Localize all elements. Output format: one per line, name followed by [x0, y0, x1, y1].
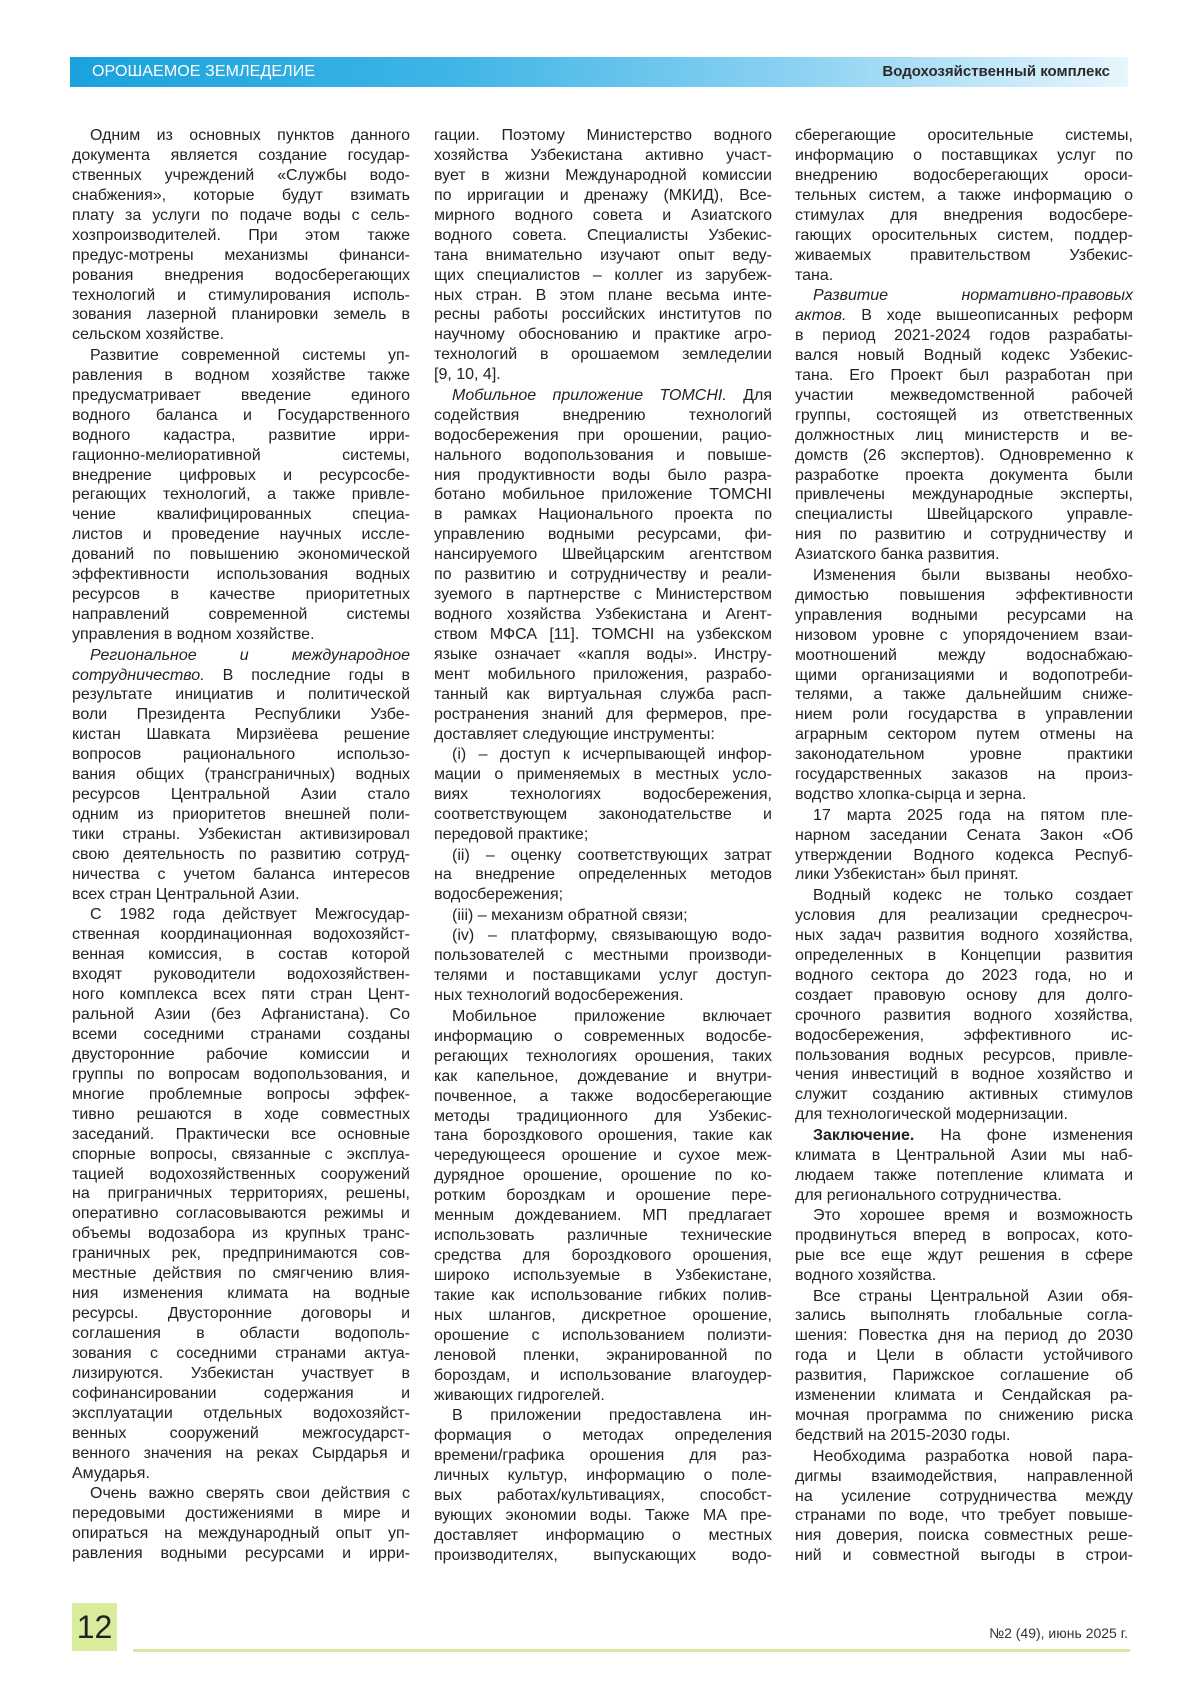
text-line: воли Президента Республики Узбе-: [72, 705, 410, 725]
text-line: предусматривает введение единого: [72, 386, 410, 406]
text-line: на приграничных территориях, решены,: [72, 1184, 410, 1204]
text-line: климата в Центральной Азии мы наб-: [795, 1146, 1133, 1166]
text-line: разработке проекта документа были: [795, 466, 1133, 486]
text-line: передовой практике;: [434, 825, 772, 845]
text-line: дигмы взаимодействия, направленной: [795, 1467, 1133, 1487]
text-line: В приложении предоставлена ин-: [434, 1406, 772, 1426]
text-line: информацию о поставщиках услуг по: [795, 146, 1133, 166]
text-line: низовом уровне с упорядочением взаи-: [795, 626, 1133, 646]
text-line: создает правовую основу для долго-: [795, 986, 1133, 1006]
text-line: граничных рек, предпринимаются сов-: [72, 1244, 410, 1264]
subheading-run: Развитие нормативно-правовых: [813, 287, 1133, 304]
text-line: для технологической модернизации.: [795, 1105, 1133, 1125]
text-line: по ирригации и дренажу (МКИД), Все-: [434, 186, 772, 206]
paragraph: [72, 646, 410, 905]
text-line: Азиатского банка развития.: [795, 545, 1133, 565]
text-line: должностных лиц министерств и ве-: [795, 426, 1133, 446]
text-line: сберегающие оросительные системы,: [795, 126, 1133, 146]
text-line: использовать различные технические: [434, 1226, 772, 1246]
text-line: тана. Его Проект был разработан при: [795, 366, 1133, 386]
text-line: средства для бороздкового орошения,: [434, 1246, 772, 1266]
paragraph: [434, 926, 772, 1006]
text-line: ных стран. В этом плане весьма инте-: [434, 286, 772, 306]
text-line: объемы водозабора из крупных транс-: [72, 1224, 410, 1244]
text-line: методы традиционного для Узбекис-: [434, 1107, 772, 1127]
text-line: вания общих (трансграничных) водных: [72, 765, 410, 785]
text-line: орошение с использованием полиэти-: [434, 1326, 772, 1346]
text-line: [72, 646, 410, 666]
text-line: ресны работы российских институтов по: [434, 305, 772, 325]
paragraph: [434, 1007, 772, 1406]
text-line: условия для реализации среднесроч-: [795, 906, 1133, 926]
text-line: рования внедрения водосберегающих: [72, 266, 410, 286]
text-line: водосбережения, эффективного ис-: [795, 1026, 1133, 1046]
text-line: водство хлопка-сырца и зерна.: [795, 785, 1133, 805]
subheading-run: актов.: [795, 307, 846, 324]
text-line: определенных в Концепции развития: [795, 946, 1133, 966]
text-line: служит созданию активных стимулов: [795, 1085, 1133, 1105]
text-line: в период 2021-2024 годов разрабаты-: [795, 326, 1133, 346]
text-line: государственных заказов на произ-: [795, 765, 1133, 785]
text-line: вующих экономии воды. Также МА пре-: [434, 1506, 772, 1526]
paragraph: [72, 346, 410, 645]
text-line: спорные вопросы, связанные с эксплуа-: [72, 1145, 410, 1165]
text-line: доставляет следующие инструменты:: [434, 725, 772, 745]
text-line: утверждении Водного кодекса Респуб-: [795, 846, 1133, 866]
text-line: привлечены международные эксперты,: [795, 485, 1133, 505]
text-line: [9, 10, 4].: [434, 365, 772, 385]
paragraph: [72, 905, 410, 1483]
text-line: пользования водных ресурсов, привле-: [795, 1046, 1133, 1066]
text-line: (iv) – платформу, связывающую водо-: [434, 926, 772, 946]
paragraph: [795, 886, 1133, 1125]
text-line: Развитие современной системы уп-: [72, 346, 410, 366]
text-line: домств (26 экспертов). Одновременно к: [795, 446, 1133, 466]
text-line: моотношений между водоснабжаю-: [795, 646, 1133, 666]
text-line: мент мобильного приложения, разрабо-: [434, 665, 772, 685]
text-line: эксплуатации отдельных водохозяйст-: [72, 1404, 410, 1424]
text-line: плату за услуги по подаче воды с сель-: [72, 206, 410, 226]
text-line: оперативно согласовываются режимы и: [72, 1204, 410, 1224]
text-line: кистан Шавката Мирзиёева решение: [72, 725, 410, 745]
journal-section-title: Водохозяйственный комплекс: [882, 63, 1110, 80]
text-line: снабжения», которые будут взимать: [72, 186, 410, 206]
text-line: мации о применяемых в местных усло-: [434, 765, 772, 785]
text-line: предус-мотрены механизмы финанси-: [72, 246, 410, 266]
text-line: зуемого в партнерстве с Министерством: [434, 585, 772, 605]
text-line: водного кадастра, развитие ирри-: [72, 426, 410, 446]
text-line: водного баланса и Государственного: [72, 406, 410, 426]
text-line: производителях, выпускающих водо-: [434, 1546, 772, 1566]
text-line: Амударья.: [72, 1464, 410, 1484]
text-line: в рамках Национального проекта по: [434, 505, 772, 525]
text-line: Заключение. На фоне изменения: [795, 1126, 1133, 1146]
text-line: многие проблемные вопросы эффек-: [72, 1085, 410, 1105]
text-line: научному обоснованию и практике агро-: [434, 325, 772, 345]
text-line: специалисты Швейцарского управле-: [795, 505, 1133, 525]
text-line: (iii) – механизм обратной связи;: [434, 906, 772, 926]
text-line: передовыми достижениями в мире и: [72, 1504, 410, 1524]
text-line: (i) – доступ к исчерпывающей инфор-: [434, 745, 772, 765]
text-line: щими организациями и водопотреби-: [795, 666, 1133, 686]
text-line: соответствующем законодательстве и: [434, 805, 772, 825]
text-line: водосбережения;: [434, 885, 772, 905]
text-line: на усиление сотрудничества между: [795, 1487, 1133, 1507]
text-line: эффективности использования водных: [72, 565, 410, 585]
text-line: всех стран Центральной Азии.: [72, 885, 410, 905]
paragraph: [434, 846, 772, 906]
text-line: внедрение цифровых и ресурсосбе-: [72, 466, 410, 486]
text-line: времени/графика орошения для раз-: [434, 1446, 772, 1466]
paragraph: [72, 126, 410, 345]
text-line: языке означает «капля воды». Инстру-: [434, 645, 772, 665]
text-line: зования с соседними странами актуа-: [72, 1344, 410, 1364]
text-line: хозпроизводителей. При этом также: [72, 226, 410, 246]
text-line: мирного водного совета и Азиатского: [434, 206, 772, 226]
text-line: дурядное орошение, орошение по ко-: [434, 1166, 772, 1186]
text-line: тельных систем, а также информацию о: [795, 186, 1133, 206]
text-line: гации. Поэтому Министерство водного: [434, 126, 772, 146]
text-line: хозяйства Узбекистана активно участ-: [434, 146, 772, 166]
text-line: опираться на международный опыт уп-: [72, 1524, 410, 1544]
paragraph: [795, 126, 1133, 286]
text-line: ного комплекса всех пяти стран Цент-: [72, 985, 410, 1005]
text-line: Одним из основных пунктов данного: [72, 126, 410, 146]
text-line: сотрудничество. В последние годы в: [72, 666, 410, 686]
text-line: ных технологий водосбережения.: [434, 986, 772, 1006]
section-header-band: [70, 57, 1128, 87]
text-line: людаем также потепление климата и: [795, 1166, 1133, 1186]
text-line: Необходима разработка новой пара-: [795, 1447, 1133, 1467]
text-line: 17 марта 2025 года на пятом пле-: [795, 806, 1133, 826]
text-line: димостью повышения эффективности: [795, 586, 1133, 606]
text-line: зались выполнять глобальные согла-: [795, 1306, 1133, 1326]
text-line: развития, Парижское соглашение об: [795, 1366, 1133, 1386]
text-line: свою деятельность по развитию сотруд-: [72, 845, 410, 865]
text-line: заседаний. Практически все основные: [72, 1125, 410, 1145]
paragraph: [795, 1126, 1133, 1206]
text-line: широко используемые в Узбекистане,: [434, 1266, 772, 1286]
text-line: тана бороздкового орошения, такие как: [434, 1126, 772, 1146]
paragraph: [434, 745, 772, 845]
text-line: ространения знаний для фермеров, пре-: [434, 705, 772, 725]
text-line: мочная программа по снижению риска: [795, 1406, 1133, 1426]
text-line: ботано мобильное приложение TOMCHI: [434, 485, 772, 505]
text-line: С 1982 года действует Межгосудар-: [72, 905, 410, 925]
paragraph: [434, 386, 772, 745]
text-line: Изменения были вызваны необхо-: [795, 566, 1133, 586]
text-line: ния по развитию и сотрудничеству и: [795, 525, 1133, 545]
text-line: менным дождеванием. МП предлагает: [434, 1206, 772, 1226]
text-line: водного хозяйства.: [795, 1266, 1133, 1286]
text-line: ничества с учетом баланса интересов: [72, 865, 410, 885]
text-line: информацию о современных водосбе-: [434, 1027, 772, 1047]
text-line: бороздам, и использование влагоудер-: [434, 1366, 772, 1386]
text-line: управления в водном хозяйстве.: [72, 625, 410, 645]
text-line: регающих технологиях орошения, таких: [434, 1047, 772, 1067]
text-line: тана.: [795, 266, 1133, 286]
text-line: года и Цели в области устойчивого: [795, 1346, 1133, 1366]
text-line: Мобильное приложение TOMCHI. Для: [434, 386, 772, 406]
text-line: участии межведомственной рабочей: [795, 386, 1133, 406]
text-line: ственная координационная водохозяйст-: [72, 925, 410, 945]
text-line: софинансировании содержания и: [72, 1384, 410, 1404]
text-line: как капельное, дождевание и внутри-: [434, 1067, 772, 1087]
text-line: ных задач развития водного хозяйства,: [795, 926, 1133, 946]
text-line: законодательном уровне практики: [795, 745, 1133, 765]
text-line: всеми соседними странами созданы: [72, 1025, 410, 1045]
subheading-run: Региональное и международное: [90, 647, 410, 664]
text-line: ресурсов Центральной Азии стало: [72, 785, 410, 805]
text-line: шения: Повестка дня на период до 2030: [795, 1326, 1133, 1346]
text-line: внедрению водосберегающих ороси-: [795, 166, 1133, 186]
text-line: листов и проведение научных иссле-: [72, 525, 410, 545]
text-line: группы по вопросам водопользования, и: [72, 1065, 410, 1085]
text-line: управления водными ресурсами на: [795, 606, 1133, 626]
text-line: гающих оросительных систем, поддер-: [795, 226, 1133, 246]
text-line: продвинуться вперед в вопросах, кото-: [795, 1226, 1133, 1246]
footer-divider: [133, 1649, 1130, 1652]
text-line: рые все еще ждут решения в сфере: [795, 1246, 1133, 1266]
text-line: тики страны. Узбекистан активизировал: [72, 825, 410, 845]
text-line: лики Узбекистан» был принят.: [795, 865, 1133, 885]
text-line: для регионального сотрудничества.: [795, 1186, 1133, 1206]
text-line: одним из приоритетов внешней поли-: [72, 805, 410, 825]
text-line: водного сектора до 2023 года, но и: [795, 966, 1133, 986]
text-line: стимулах для внедрения водосбере-: [795, 206, 1133, 226]
paragraph: [795, 1206, 1133, 1286]
text-line: венных сооружений межгосударст-: [72, 1424, 410, 1444]
text-line: телями и поставщиками услуг доступ-: [434, 966, 772, 986]
text-line: водного хозяйства Узбекистана и Агент-: [434, 605, 772, 625]
text-line: доставляет информацию о местных: [434, 1526, 772, 1546]
text-line: ресурсы. Двусторонние договоры и: [72, 1304, 410, 1324]
subheading-run: сотрудничество.: [72, 667, 205, 684]
text-line: ральной Азии (без Афганистана). Со: [72, 1005, 410, 1025]
text-line: чения инвестиций в водное хозяйство и: [795, 1065, 1133, 1085]
text-line: аграрным сектором путем отмены на: [795, 725, 1133, 745]
text-line: вых работах/культивациях, способст-: [434, 1486, 772, 1506]
text-line: ния доверия, поиска совместных реше-: [795, 1526, 1133, 1546]
text-line: виях технологиях водосбережения,: [434, 785, 772, 805]
text-line: тана внимательно изучают опыт веду-: [434, 246, 772, 266]
text-line: живающих гидрогелей.: [434, 1386, 772, 1406]
text-line: сельском хозяйстве.: [72, 325, 410, 345]
text-line: направлений современной системы: [72, 605, 410, 625]
text-line: (ii) – оценку соответствующих затрат: [434, 846, 772, 866]
text-line: пользователей с местными производи-: [434, 946, 772, 966]
text-line: леновой пленки, экранированной по: [434, 1346, 772, 1366]
text-line: танный как виртуальная служба расп-: [434, 685, 772, 705]
text-line: зования лазерной планировки земель в: [72, 305, 410, 325]
text-line: тацией водохозяйственных сооружений: [72, 1165, 410, 1185]
text-line: живаемых правительством Узбекис-: [795, 246, 1133, 266]
text-line: срочного развития водного хозяйства,: [795, 1006, 1133, 1026]
paragraph: [434, 906, 772, 926]
text-line: формация о методах определения: [434, 1426, 772, 1446]
text-line: актов. В ходе вышеописанных реформ: [795, 306, 1133, 326]
text-line: венная комиссия, в состав которой: [72, 945, 410, 965]
subheading-run: Мобильное приложение TOMCHI.: [452, 387, 727, 404]
text-line: регающих технологий, а также привле-: [72, 485, 410, 505]
text-line: телями, а также дальнейшим сниже-: [795, 685, 1133, 705]
text-line: вует в жизни Международной комиссии: [434, 166, 772, 186]
text-line: ством МФСА [11]. TOMCHI на узбекском: [434, 625, 772, 645]
paragraph: [434, 126, 772, 385]
text-line: водосбережения при орошении, рацио-: [434, 426, 772, 446]
text-line: ния продуктивности воды было разра-: [434, 466, 772, 486]
paragraph: [72, 1484, 410, 1564]
text-line: Все страны Центральной Азии обя-: [795, 1287, 1133, 1307]
text-line: технологий и стимулирования исполь-: [72, 286, 410, 306]
text-line: вопросов рационального использо-: [72, 745, 410, 765]
text-line: ственных учреждений «Службы водо-: [72, 166, 410, 186]
text-line: водного совета. Специалисты Узбекис-: [434, 226, 772, 246]
text-line: тивно решаются в ходе совместных: [72, 1105, 410, 1125]
text-line: нием роли государства в управлении: [795, 705, 1133, 725]
text-line: чередующееся орошение и сухое меж-: [434, 1146, 772, 1166]
text-line: группы, состоящей из ответственных: [795, 406, 1133, 426]
text-line: на внедрение определенных методов: [434, 865, 772, 885]
paragraph: [795, 566, 1133, 805]
text-line: ний и совместной выгоды в строи-: [795, 1546, 1133, 1566]
paragraph: [795, 806, 1133, 886]
text-line: почвенное, а также водосберегающие: [434, 1087, 772, 1107]
text-line: венного значения на реках Сырдарья и: [72, 1444, 410, 1464]
text-line: Это хорошее время и возможность: [795, 1206, 1133, 1226]
text-line: щих специалистов – коллег из зарубеж-: [434, 266, 772, 286]
text-line: нансируемого Швейцарским агентством: [434, 545, 772, 565]
text-line: равления водными ресурсами и ирри-: [72, 1544, 410, 1564]
text-line: ресурсов в качестве приоритетных: [72, 585, 410, 605]
text-line: нального водопользования и повыше-: [434, 446, 772, 466]
text-line: гационно-мелиоративной системы,: [72, 446, 410, 466]
text-line: изменении климата и Сендайская ра-: [795, 1386, 1133, 1406]
text-column-3: [795, 126, 1133, 1567]
text-line: странами по воде, что требует повыше-: [795, 1506, 1133, 1526]
text-column-1: [72, 126, 410, 1564]
text-line: документа является создание государ-: [72, 146, 410, 166]
text-line: Водный кодекс не только создает: [795, 886, 1133, 906]
text-line: технологий в орошаемом земледелии: [434, 345, 772, 365]
paragraph: [434, 1406, 772, 1566]
text-line: дований по повышению экономической: [72, 545, 410, 565]
text-line: ных шлангов, дискретное орошение,: [434, 1306, 772, 1326]
text-line: управлению водными ресурсами, фи-: [434, 525, 772, 545]
text-line: чение квалифицированных специа-: [72, 505, 410, 525]
text-line: результате инициатив и политической: [72, 685, 410, 705]
text-line: содействия внедрению технологий: [434, 406, 772, 426]
section-title: ОРОШАЕМОЕ ЗЕМЛЕДЕЛИЕ: [92, 63, 315, 81]
page-number: 12: [72, 1603, 117, 1651]
text-line: бедствий на 2015-2030 годы.: [795, 1426, 1133, 1446]
text-column-2: [434, 126, 772, 1566]
text-line: равления в водном хозяйстве также: [72, 366, 410, 386]
issue-info: №2 (49), июнь 2025 г.: [989, 1625, 1128, 1641]
paragraph: [795, 1287, 1133, 1447]
text-line: лизируются. Узбекистан участвует в: [72, 1364, 410, 1384]
text-line: личных культур, информацию о поле-: [434, 1466, 772, 1486]
text-line: Мобильное приложение включает: [434, 1007, 772, 1027]
text-line: ния изменения климата на водные: [72, 1284, 410, 1304]
text-line: нарном заседании Сената Закон «Об: [795, 826, 1133, 846]
subheading-run: Заключение.: [813, 1127, 914, 1144]
text-line: ротким бороздкам и орошение пере-: [434, 1186, 772, 1206]
text-line: по развитию и сотрудничеству и реали-: [434, 565, 772, 585]
text-line: соглашения в области водополь-: [72, 1324, 410, 1344]
paragraph: [795, 286, 1133, 565]
text-line: местные действия по смягчению влия-: [72, 1264, 410, 1284]
text-line: входят руководители водохозяйствен-: [72, 965, 410, 985]
text-line: Очень важно сверять свои действия с: [72, 1484, 410, 1504]
text-line: вался новый Водный кодекс Узбекис-: [795, 346, 1133, 366]
text-line: двусторонние рабочие комиссии и: [72, 1045, 410, 1065]
text-line: [795, 286, 1133, 306]
paragraph: [795, 1447, 1133, 1567]
text-line: такие как использование гибких полив-: [434, 1286, 772, 1306]
